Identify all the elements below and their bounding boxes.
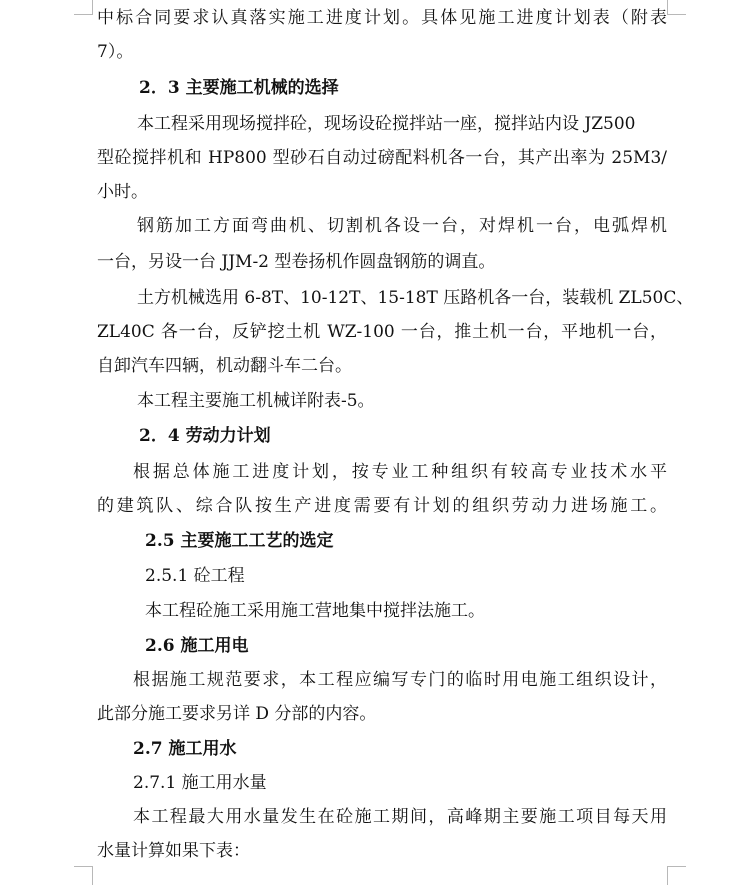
paragraph-line: 中标合同要求认真落实施工进度计划。具体见施工进度计划表（附表	[97, 8, 667, 28]
paragraph-line: 此部分施工要求另详 D 分部的内容。	[97, 704, 377, 724]
paragraph-line: 7）。	[97, 42, 134, 62]
paragraph-line: 水量计算如果下表：	[97, 841, 250, 861]
section-heading: 2.5 主要施工工艺的选定	[145, 531, 334, 551]
paragraph-line: 自卸汽车四辆，机动翻斗车二台。	[97, 356, 352, 376]
paragraph-line: 根据总体施工进度计划，按专业工种组织有较高专业技术水平	[133, 462, 667, 482]
section-heading: 2．3 主要施工机械的选择	[139, 78, 339, 98]
paragraph-line: 一台，另设一台 JJM-2 型卷扬机作圆盘钢筋的调直。	[97, 252, 496, 272]
paragraph-line: 小时。	[97, 182, 148, 202]
paragraph-line: 本工程主要施工机械详附表-5。	[137, 391, 375, 411]
paragraph-line: 本工程采用现场搅拌砼，现场设砼搅拌站一座，搅拌站内设 JZ500	[137, 114, 636, 134]
section-heading: 2．4 劳动力计划	[139, 426, 271, 446]
page-corner-mark-bottom-left	[74, 866, 93, 885]
subsection-heading: 2.7.1 施工用水量	[133, 773, 267, 793]
paragraph-line: 型砼搅拌机和 HP800 型砂石自动过磅配料机各一台，其产出率为 25M3/	[97, 148, 667, 168]
paragraph-line: 本工程砼施工采用施工营地集中搅拌法施工。	[145, 601, 485, 621]
paragraph-line: 的建筑队、综合队按生产进度需要有计划的组织劳动力进场施工。	[97, 496, 667, 516]
paragraph-line: 根据施工规范要求，本工程应编写专门的临时用电施工组织设计，	[133, 670, 667, 690]
subsection-heading: 2.5.1 砼工程	[145, 566, 245, 586]
paragraph-line: 本工程最大用水量发生在砼施工期间，高峰期主要施工项目每天用	[133, 807, 667, 827]
section-heading: 2.6 施工用电	[145, 636, 249, 656]
section-heading: 2.7 施工用水	[133, 739, 237, 759]
page-corner-mark-top-right	[667, 0, 686, 15]
page-corner-mark-top-left	[74, 0, 93, 15]
paragraph-line: ZL40C 各一台，反铲挖土机 WZ-100 一台，推土机一台，平地机一台，	[97, 322, 667, 342]
page-corner-mark-bottom-right	[667, 866, 686, 885]
paragraph-line: 钢筋加工方面弯曲机、切割机各设一台，对焊机一台，电弧焊机	[137, 216, 667, 236]
paragraph-line: 土方机械选用 6-8T、10-12T、15-18T 压路机各一台，装载机 ZL50C、	[137, 288, 694, 308]
